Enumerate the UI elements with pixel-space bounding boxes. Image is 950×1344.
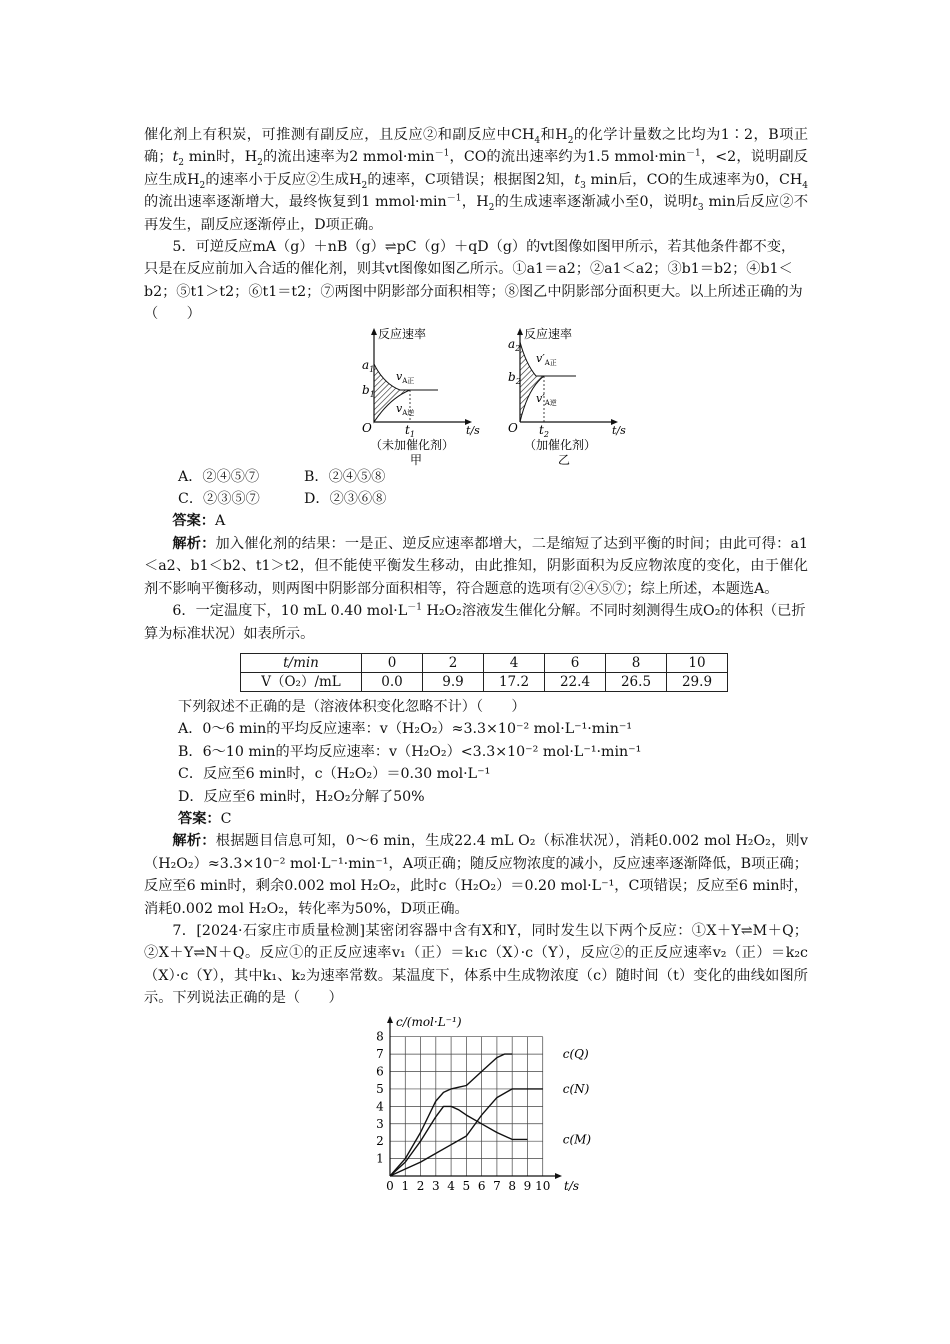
q6-analysis: 解析：根据题目信息可知，0～6 min，生成22.4 mL O₂（标准状况），消耗0.002 mol H₂O₂，则v（H₂O₂）≈3.3×10⁻² mol·L⁻¹·min⁻¹，A项正确；随反应物浓度的减小，反应速率逐渐降低，B项正确；反应至6 min时，剩余0.002 mol H₂O₂，此时c（H₂O₂）＝0.20 mol·L⁻¹，C项错误；反应至6 min时，消耗0.002 mol H₂O₂，转化率为50%，D项正确。 (144, 833, 808, 917)
option-d: D．反应至6 min时，H₂O₂分解了50% (178, 788, 425, 805)
x-tick-label: 4 (447, 1178, 455, 1193)
q5-options (144, 466, 808, 511)
q5-answer: 答案：A (172, 513, 226, 530)
figure-yi (496, 326, 636, 466)
option-b: B．②④⑤⑧ (304, 468, 386, 485)
q7-chart (364, 1014, 664, 1194)
svg-text:vA逆: $v_{A逆}$ (396, 401, 415, 417)
q6-stem: 6．一定温度下，10 mL 0.40 $mol\cdot L^{-1}$ H₂O₂溶液发生催化分解。不同时刻测得生成O₂的体积（已折算为标准状况）如表所示。 (144, 602, 806, 642)
y-tick-label: 8 (376, 1029, 384, 1044)
q6-question: 下列叙述不正确的是（溶液体积变化忽略不计）（ ） (178, 698, 526, 715)
x-axis-label: t/s (564, 1178, 580, 1193)
svg-text:乙: 乙 (558, 452, 571, 466)
y-tick-label: 3 (376, 1116, 384, 1131)
x-tick-label: 10 (535, 1178, 551, 1193)
q5-stem: 5．可逆反应mA（g）＋nB（g）⇌pC（g）＋qD（g）的vt图像如图甲所示，若其他条件都不变，只是在反应前加入合适的催化剂，则其vt图像如图乙所示。①a1＝a2；②a1＜a2；③b1＝b2；④b1＜b2；⑤t1＞t2；⑥t1＝t2；⑦两图中阴影部分面积相等；⑧图乙中阴影部分面积更大。以上所述正确的为（ ） (144, 239, 803, 323)
svg-text:vA正: $v_{A正}$ (396, 369, 415, 385)
y-axis-arrow (387, 1016, 393, 1023)
x-tick-label: 6 (477, 1178, 486, 1193)
q6-block (144, 696, 808, 830)
series-label: c(M) (562, 1132, 592, 1147)
y-tick-label: 6 (376, 1064, 384, 1079)
option-c: C．反应至6 min时，c（H₂O₂）＝0.30 mol·L⁻¹ (178, 766, 491, 783)
series-label: c(Q) (562, 1046, 589, 1061)
y-axis-label: c/(mol·L⁻¹) (396, 1014, 462, 1029)
y-tick-label: 2 (376, 1133, 384, 1148)
svg-text:a1: $a_1$ (362, 357, 375, 374)
svg-text:t/s: t/s (466, 423, 480, 437)
svg-text:t1: $t_1$ (405, 422, 415, 439)
option-a: A．②④⑤⑦ (178, 468, 260, 485)
svg-text:甲: 甲 (410, 452, 423, 466)
option-c: C．②③⑤⑦ (178, 491, 260, 508)
y-tick-label: 4 (376, 1098, 384, 1113)
intro-paragraph: 催化剂上有积炭，可推测有副反应，且反应②和副反应中$CH_4$和$H_2$的化学计量数之比均为1∶2，B项正确；$t_2$ min时，$H_2$的流出速率为2 $mmol\cdot\min^{-1}$，CO的流出速率约为1.5 $mmol\cdot\min^{-1}$，<2，说明副反应生成$H_2$的速率小于反应②生成$H_2$的速率，C项错误；根据图2知，$t_3$ min后，CO的生成速率为0，$CH_4$的流出速率逐渐增大，最终恢复到1 $mmol\cdot\min^{-1}$，$H_2$的生成速率逐渐减小至0，说明$t_3$ min后反应②不再发生，副反应逐渐停止，D项正确。 (144, 127, 809, 233)
svg-text:（未加催化剂）: （未加催化剂） (370, 437, 455, 452)
series-label: c(N) (562, 1081, 590, 1096)
x-tick-label: 3 (431, 1178, 440, 1193)
svg-text:v′A逆: $v'_{A逆}$ (536, 391, 557, 407)
svg-text:t/s: t/s (612, 423, 626, 437)
svg-text:b1: $b_1$ (362, 382, 375, 399)
ylabel: 反应速率 (378, 326, 427, 341)
x-axis-arrow (555, 1173, 562, 1179)
y-tick-label: 1 (376, 1151, 384, 1166)
svg-text:v′A正: $v'_{A正}$ (536, 351, 557, 367)
x-tick-label: 0 (386, 1178, 394, 1193)
q5-analysis: 解析：加入催化剂的结果：一是正、逆反应速率都增大，二是缩短了达到平衡的时间；由此可得：a1＜a2、b1＜b2、t1＞t2，但不能使平衡发生移动，由此推知，阴影面积为反应物浓度的变化，由于催化剂不影响平衡移动，则两图中阴影部分面积相等，符合题意的选项有②④⑤⑦；综上所述，本题选A。 (144, 535, 808, 597)
option-a: A．0～6 min的平均反应速率：v（H₂O₂）≈3.3×10⁻² mol·L⁻¹·min⁻¹ (178, 721, 633, 738)
x-tick-label: 9 (523, 1178, 532, 1193)
x-tick-label: 8 (508, 1178, 517, 1193)
x-tick-label: 5 (462, 1178, 471, 1193)
q5-figures (144, 326, 808, 466)
option-d: D．②③⑥⑧ (304, 491, 387, 508)
y-tick-label: 7 (376, 1046, 384, 1061)
x-tick-label: 1 (401, 1178, 410, 1193)
page-content (144, 124, 808, 1194)
svg-text:（加催化剂）: （加催化剂） (524, 437, 597, 452)
svg-text:a2: $a_2$ (508, 336, 521, 353)
q6-table: t/min 0 2 4 6 8 10 V（O₂）/mL 0.0 9.9 17.2 22.4 26.5 29.9 (240, 653, 728, 692)
q7-stem: 7．[2024·石家庄市质量检测]某密闭容器中含有X和Y，同时发生以下两个反应：①X＋Y⇌M＋Q；②X＋Y⇌N＋Q。反应①的正反应速率v₁（正）＝k₁c（X）·c（Y），反应②的正反应速率v₂（正）＝k₂c（X）·c（Y），其中k₁、k₂为速率常数。某温度下，体系中生成物浓度（c）随时间（t）变化的曲线如图所示。下列说法正确的是（ ） (144, 922, 808, 1007)
svg-text:O: O (508, 420, 518, 435)
q6-answer: 答案：C (178, 810, 232, 827)
figure-jia (350, 326, 490, 466)
svg-text:t2: $t_2$ (539, 422, 549, 439)
svg-text:O: O (362, 420, 372, 435)
x-tick-label: 2 (416, 1178, 425, 1193)
svg-text:b2: $b_2$ (508, 369, 521, 386)
svg-text:反应速率: 反应速率 (524, 326, 573, 341)
option-b: B．6～10 min的平均反应速率：v（H₂O₂）<3.3×10⁻² mol·L⁻¹·min⁻¹ (178, 743, 642, 760)
y-tick-label: 5 (376, 1081, 384, 1096)
x-tick-label: 7 (493, 1178, 501, 1193)
